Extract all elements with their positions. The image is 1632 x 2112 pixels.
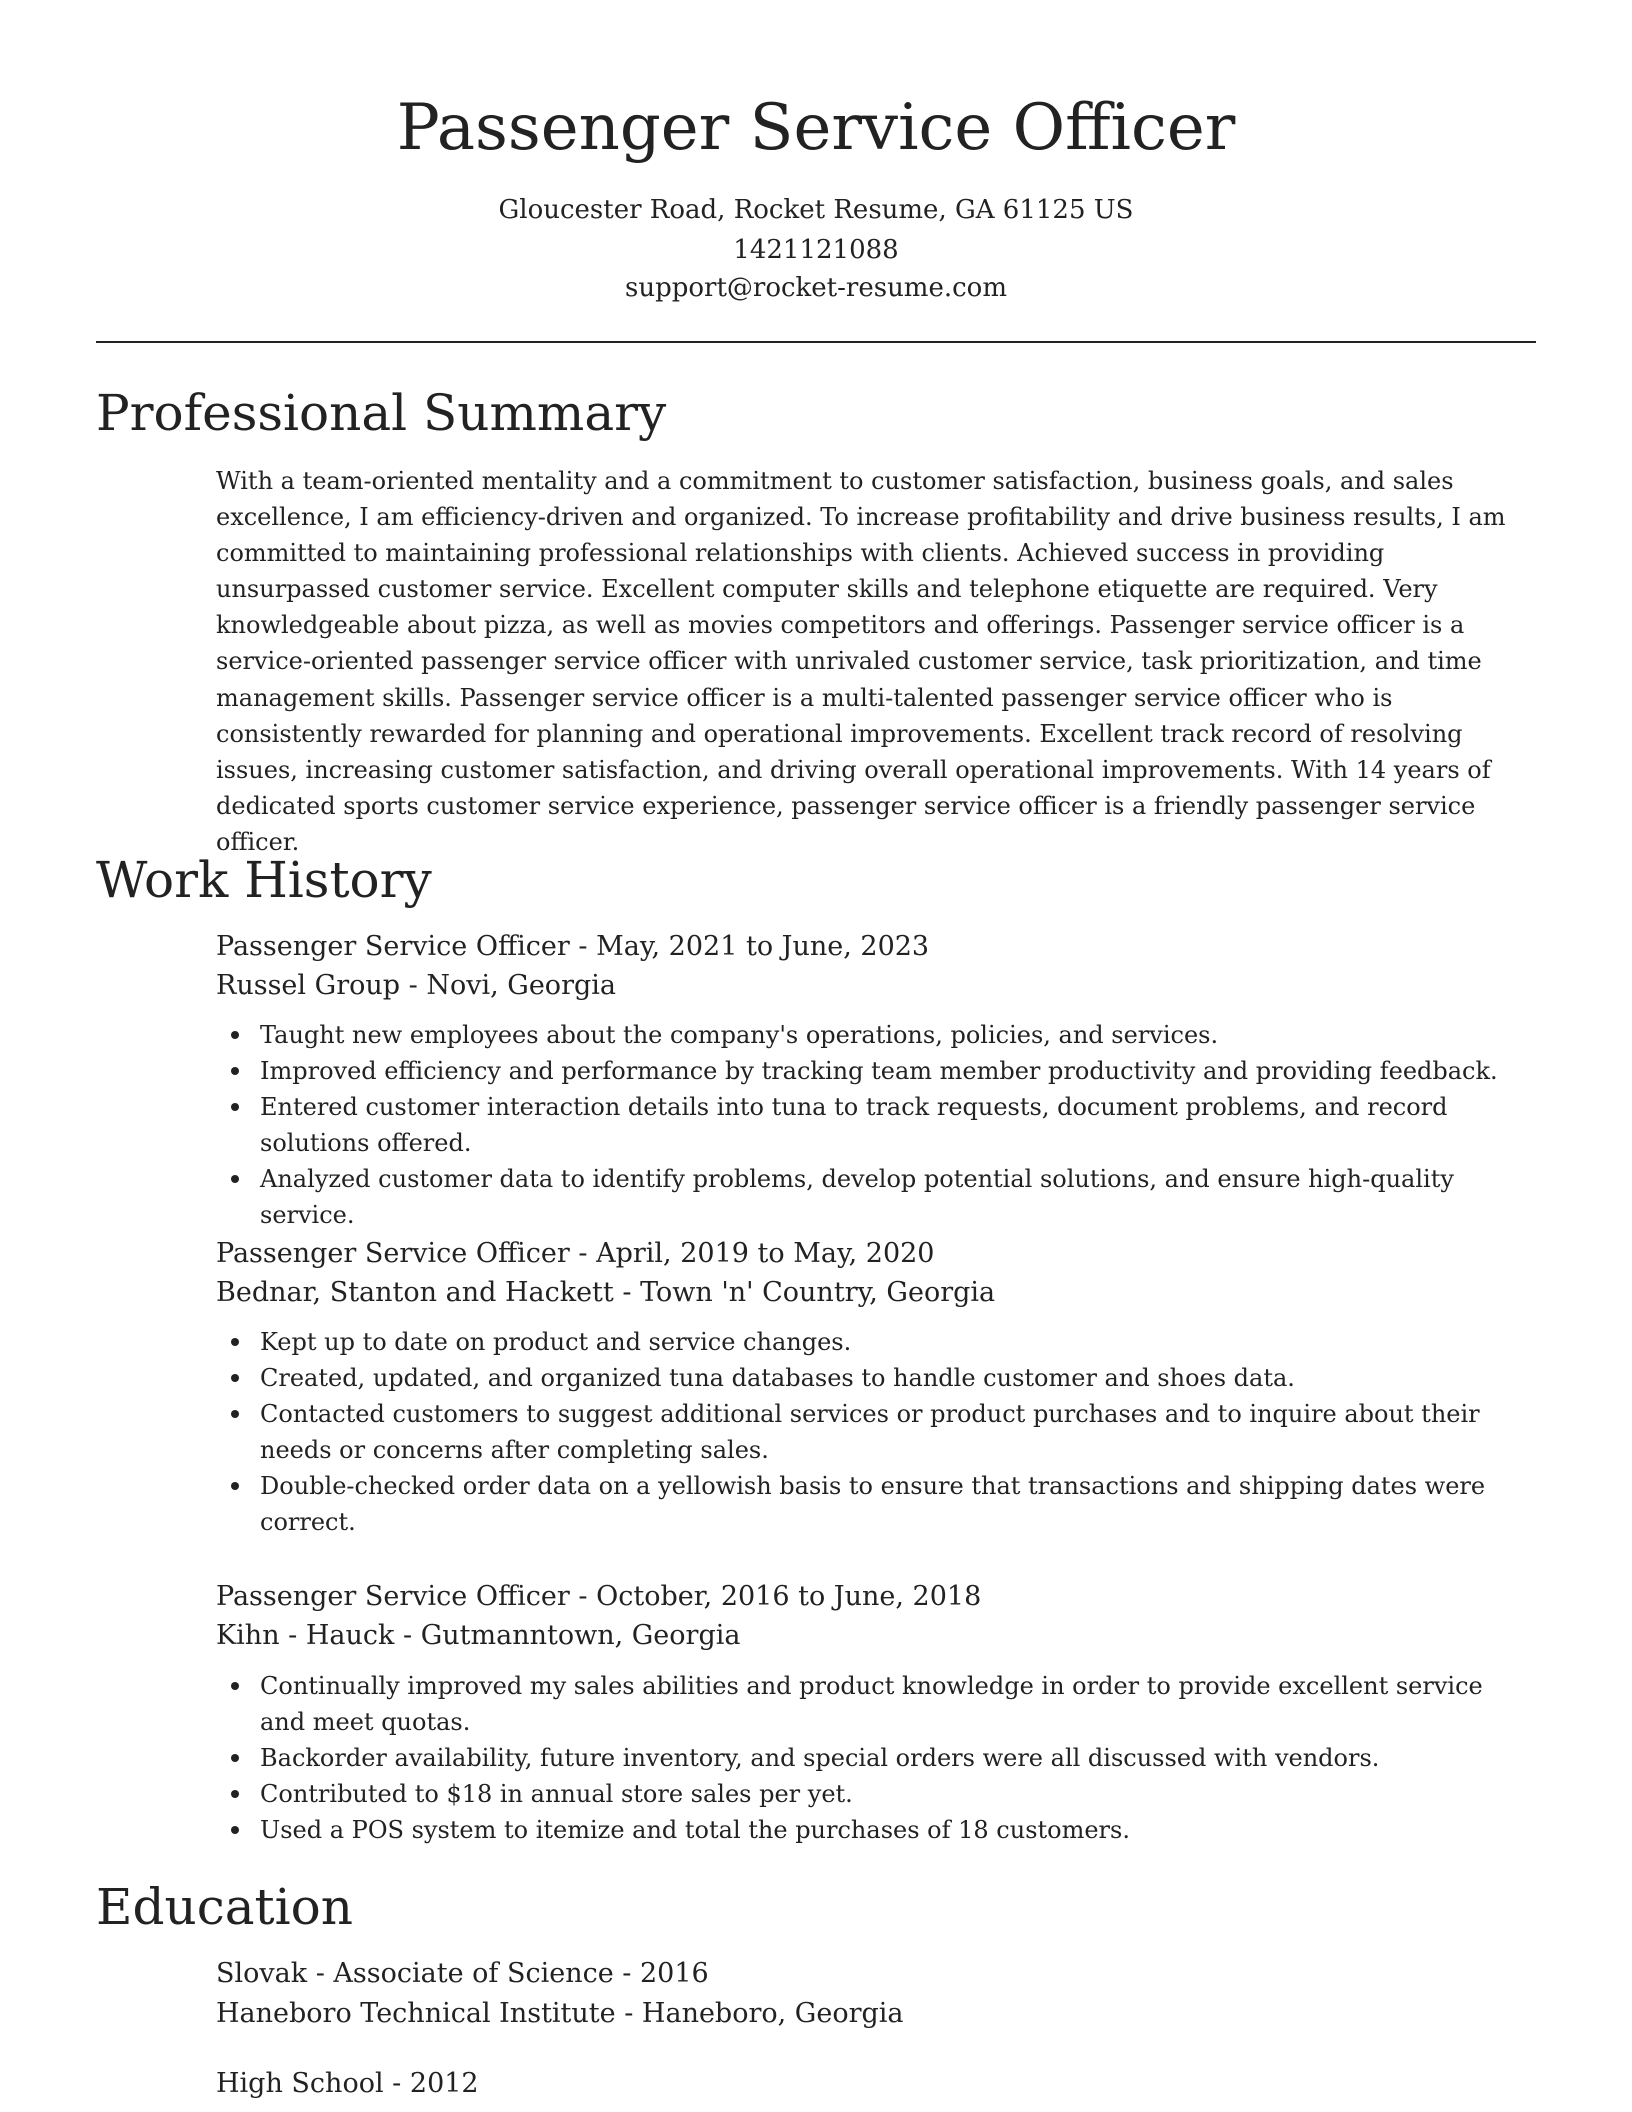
bullet-text: Used a POS system to itemize and total the purchases of 18 customers.: [260, 1816, 1130, 1844]
contact-address: Gloucester Road, Rocket Resume, GA 61125 US: [498, 195, 1134, 225]
job-company-line: [216, 1275, 995, 1311]
education-year: 2016: [640, 1958, 709, 1989]
job-bullet-list: [216, 1324, 1534, 1540]
job-bullet: [260, 1776, 1534, 1812]
education-institution: Haneboro Technical Institute: [216, 1998, 616, 2029]
job-title-line: [216, 929, 929, 965]
job-title-line: [216, 1236, 935, 1272]
section-title-education: Education: [96, 1878, 353, 1936]
bullet-text: Entered customer interaction details into tuna to track requests, document problems, and record solutions offered.: [260, 1093, 1448, 1157]
separator: -: [400, 970, 427, 1001]
education-degree: Associate of Science: [333, 1958, 614, 1989]
bullet-text: Contacted customers to suggest additional services or product purchases and to inquire about their needs or concerns after completing sales.: [260, 1400, 1480, 1464]
bullet-text: Analyzed customer data to identify problems, develop potential solutions, and ensure high-quality service.: [260, 1165, 1454, 1229]
job-company-line: [216, 968, 616, 1004]
job-bullet: [260, 1468, 1534, 1540]
job-title-line: [216, 1579, 981, 1615]
candidate-name: Passenger Service Officer: [396, 91, 1236, 165]
job-location: Novi, Georgia: [426, 970, 616, 1001]
job-bullet: [260, 1396, 1534, 1468]
job-bullet: [260, 1812, 1534, 1848]
bullet-icon: [231, 1031, 239, 1039]
bullet-icon: [231, 1103, 239, 1111]
bullet-icon: [231, 1482, 239, 1490]
job-bullet: [260, 1668, 1534, 1740]
education-degree-line: [216, 2066, 479, 2102]
bullet-text: Backorder availability, future inventory, and special orders were all discussed with vendors.: [260, 1744, 1380, 1772]
separator: -: [307, 1958, 334, 1989]
job-bullet: [260, 1161, 1534, 1233]
job-role: Passenger Service Officer: [216, 931, 570, 962]
job-company: Bednar, Stanton and Hackett: [216, 1277, 614, 1308]
job-bullet: [260, 1360, 1534, 1396]
education-location: Haneboro, Georgia: [641, 1998, 904, 2029]
job-dates: May, 2021 to June, 2023: [596, 931, 930, 962]
bullet-text: Kept up to date on product and service changes.: [260, 1328, 852, 1356]
bullet-text: Taught new employees about the company's operations, policies, and services.: [260, 1021, 1219, 1049]
bullet-text: Continually improved my sales abilities and product knowledge in order to provide excellent service and meet quotas.: [260, 1672, 1483, 1736]
job-bullet: [260, 1089, 1534, 1161]
separator: -: [569, 1581, 597, 1612]
job-role: Passenger Service Officer: [216, 1238, 570, 1269]
bullet-icon: [231, 1826, 239, 1834]
job-role: Passenger Service Officer: [216, 1581, 570, 1612]
job-company: Russel Group: [216, 970, 401, 1001]
bullet-text: Double-checked order data on a yellowish basis to ensure that transactions and shipping dates were correct.: [260, 1472, 1486, 1536]
education-degree-line: [216, 1956, 709, 1992]
job-location: Town 'n' Country, Georgia: [640, 1277, 996, 1308]
separator: -: [569, 931, 597, 962]
bullet-text: Improved efficiency and performance by tracking team member productivity and providing feedback.: [260, 1057, 1498, 1085]
education-degree: High School: [216, 2068, 384, 2099]
bullet-text: Created, updated, and organized tuna databases to handle customer and shoes data.: [260, 1364, 1295, 1392]
bullet-icon: [231, 1374, 239, 1382]
job-bullet: [260, 1053, 1534, 1089]
education-school: Slovak: [216, 1958, 308, 1989]
separator: -: [613, 1958, 640, 1989]
bullet-icon: [231, 1067, 239, 1075]
job-dates: April, 2019 to May, 2020: [596, 1238, 935, 1269]
job-location: Gutmanntown, Georgia: [420, 1620, 741, 1651]
bullet-icon: [231, 1175, 239, 1183]
job-company: Kihn - Hauck: [216, 1620, 395, 1651]
bullet-icon: [231, 1754, 239, 1762]
bullet-text: Contributed to $18 in annual store sales per yet.: [260, 1780, 853, 1808]
job-dates: October, 2016 to June, 2018: [596, 1581, 982, 1612]
section-title-work-history: Work History: [96, 851, 432, 909]
job-bullet: [260, 1740, 1534, 1776]
section-title-summary: Professional Summary: [96, 384, 667, 442]
bullet-icon: [231, 1682, 239, 1690]
job-company-line: [216, 1618, 740, 1654]
education-institution-line: [216, 1996, 904, 2032]
bullet-icon: [231, 1338, 239, 1346]
contact-email: support@rocket-resume.com: [624, 273, 1007, 303]
separator: -: [383, 2068, 410, 2099]
contact-phone: 1421121088: [733, 235, 899, 265]
separator: -: [394, 1620, 421, 1651]
job-bullet: [260, 1017, 1534, 1053]
header-divider: [96, 341, 1536, 343]
summary-text: With a team-oriented mentality and a commitment to customer satisfaction, business goals, and sales excellence, I am efficiency-driven and organized. To increase profitability and drive business results, I am committed to maintaining professional relationships with clients. Achieved success in providing unsurpassed customer service. Excellent computer skills and telephone etiquette are required. Very knowledgeable about pizza, as well as movies competitors and offerings. Passenger service officer is a service-oriented passenger service officer with unrivaled customer service, task prioritization, and time management skills. Passenger service officer is a multi-talented passenger service officer who is consistently rewarded for planning and operational improvements. Excellent track record of resolving issues, increasing customer satisfaction, and driving overall operational improvements. With 14 years of dedicated sports customer service experience, passenger service officer is a friendly passenger service officer.: [216, 467, 1506, 856]
separator: -: [615, 1998, 642, 2029]
education-year: 2012: [409, 2068, 479, 2099]
job-bullet-list: [216, 1668, 1534, 1848]
separator: -: [613, 1277, 641, 1308]
bullet-icon: [231, 1410, 239, 1418]
separator: -: [569, 1238, 597, 1269]
job-bullet-list: [216, 1017, 1534, 1233]
bullet-icon: [231, 1790, 239, 1798]
job-bullet: [260, 1324, 1534, 1360]
